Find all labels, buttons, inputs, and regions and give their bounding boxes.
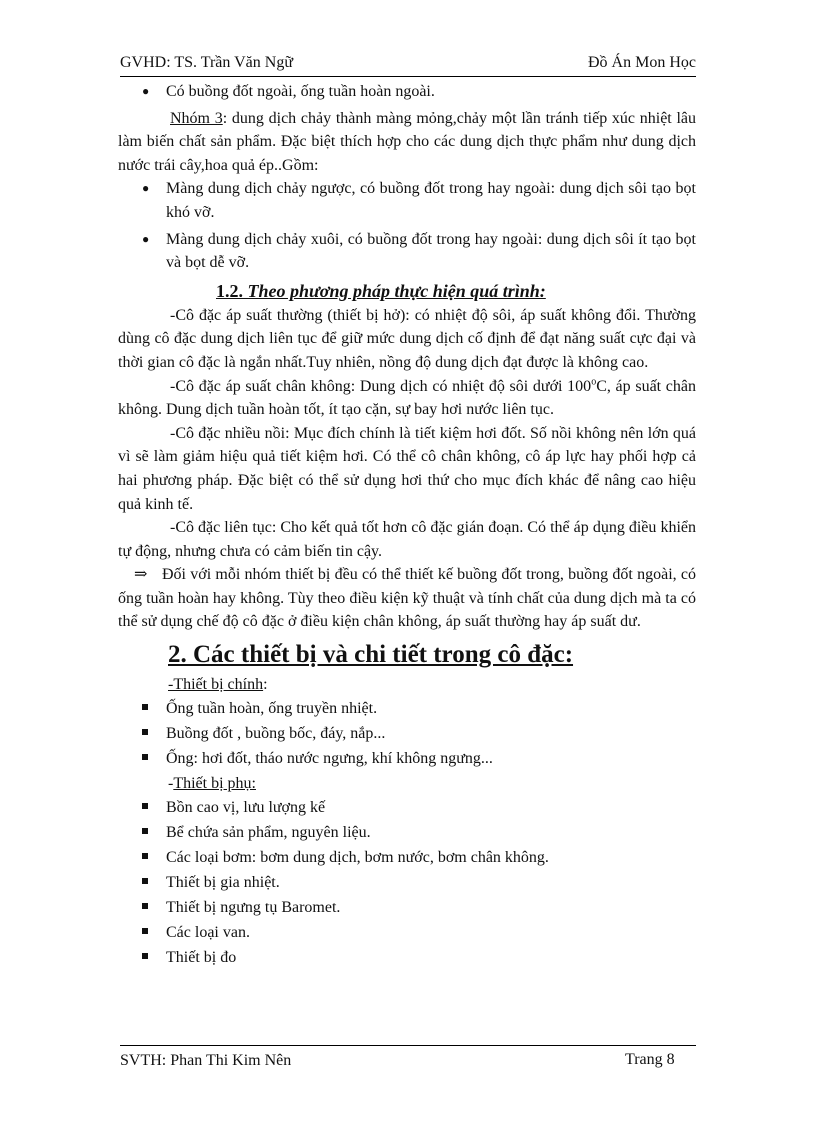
footer-divider — [120, 1045, 696, 1046]
group3-label: Nhóm 3 — [170, 109, 223, 127]
paragraph-normal-pressure: -Cô đặc áp suất thường (thiết bị hở): có nhiệt độ sôi, áp suất không đổi. Thường dùng cô đặc dung dịch liên tục để giữ mức dung dịch cố định để đạt năng suất cực đại và thời gian cô đặc là ngắn nhất.Tuy nhiên, nồng độ dung dịch đạt được là không cao. — [118, 306, 696, 371]
page-number: Trang 8 — [625, 1051, 675, 1068]
list-item: ● Màng dung dịch chảy xuôi, có buồng đốt trong hay ngoài: dung dịch sôi ít tạo bọt và bọt dễ vỡ. — [118, 228, 696, 275]
bullet-square-icon — [142, 928, 148, 934]
main-equipment-list — [118, 697, 696, 771]
list-item: Ống tuần hoàn, ống truyền nhiệt. — [118, 697, 696, 721]
list-item: Buồng đốt , buồng bốc, đáy, nắp... — [118, 722, 696, 746]
bullet-square-icon — [142, 828, 148, 834]
list-item: Các loại bơm: bơm dung dịch, bơm nước, bơm chân không. — [118, 846, 696, 870]
bullet-square-icon — [142, 853, 148, 859]
aux-equipment-list — [118, 796, 696, 970]
conclusion-paragraph: ⇒ Đối với mỗi nhóm thiết bị đều có thể thiết kế buồng đốt trong, buồng đốt ngoài, có ống tuần hoàn hay không. Tùy theo điều kiện kỹ thuật và tính chất của dung dịch mà ta có thể sử dụng chế độ cô đặc ở điều kiện chân không, áp suất thường hay áp suất dư. — [118, 563, 696, 634]
group3-paragraph — [118, 107, 696, 178]
page-body — [118, 80, 696, 971]
bullet-square-icon — [142, 878, 148, 884]
group3-text: : dung dịch chảy thành màng mỏng,chảy một lần tránh tiếp xúc nhiệt lâu làm biến chất sản phẩm. Đặc biệt thích hợp cho các dung dịch thực phẩm như dung dịch nước trái cây,hoa quả ép..Gồm: — [118, 109, 697, 174]
header-course: Đồ Án Mon Học — [588, 54, 696, 71]
list-item: Bể chứa sản phẩm, nguyên liệu. — [118, 821, 696, 845]
paragraph-multi-effect: -Cô đặc nhiều nồi: Mục đích chính là tiết kiệm hơi đốt. Số nồi không nên lớn quá vì sẽ làm giảm hiệu quả tiết kiệm hơi. Có thể cô chân không, cô áp lực hay phối hợp cả hai phương pháp. Đặc biệt có thể sử dụng hơi thứ cho mục đích khác để nâng cao hiệu quả kinh tế. — [118, 424, 696, 513]
bullet-square-icon — [142, 903, 148, 909]
bullet-square-icon — [142, 754, 148, 760]
aux-equipment-label: -Thiết bị phụ: — [168, 774, 256, 792]
bullet-square-icon — [142, 953, 148, 959]
header-divider — [120, 76, 696, 77]
bullet-square-icon — [142, 729, 148, 735]
arrow-right-icon: ⇒ — [134, 566, 148, 584]
bullet-square-icon — [142, 803, 148, 809]
footer-student: SVTH: Phan Thi Kim Nên — [120, 1052, 292, 1069]
list-item: Các loại van. — [118, 921, 696, 945]
bullet-dot-icon: ● — [142, 231, 150, 246]
list-item: Thiết bị đo — [118, 946, 696, 970]
list-item: Bồn cao vị, lưu lượng kế — [118, 796, 696, 820]
bullet-dot-icon: ● — [142, 181, 150, 196]
paragraph-vacuum: -Cô đặc áp suất chân không: Dung dịch có nhiệt độ sôi dưới 100$^o$C, áp suất chân không. Dung dịch tuần hoàn tốt, ít tạo cặn, sự bay hơi nước liên tục. — [118, 376, 697, 419]
header-supervisor: GVHD: TS. Trần Văn Ngữ — [120, 54, 293, 71]
list-item: Thiết bị ngưng tụ Baromet. — [118, 896, 696, 920]
bullet-dot-icon: ● — [142, 84, 150, 98]
page-header — [120, 52, 696, 78]
top-bullet-list — [118, 80, 696, 104]
list-item: ● Có buồng đốt ngoài, ống tuần hoàn ngoài. — [118, 80, 696, 104]
section-1-2-heading: 1.2. Theo phương pháp thực hiện quá trình: — [216, 280, 546, 301]
main-equipment-label: -Thiết bị chính: — [168, 676, 268, 694]
bullet-square-icon — [142, 704, 148, 710]
paragraph-continuous: -Cô đặc liên tục: Cho kết quả tốt hơn cô đặc gián đoạn. Có thể áp dụng điều khiển tự động, nhưng chưa có cảm biến tin cậy. — [118, 519, 696, 560]
list-item: Thiết bị gia nhiệt. — [118, 871, 696, 895]
section-2-heading: 2. Các thiết bị và chi tiết trong cô đặc: — [168, 641, 574, 669]
list-item: ● Màng dung dịch chảy ngược, có buồng đốt trong hay ngoài: dung dịch sôi tạo bọt khó vỡ. — [118, 177, 696, 224]
group3-list — [118, 177, 696, 274]
list-item: Ống: hơi đốt, tháo nước ngưng, khí không ngưng... — [118, 747, 696, 771]
